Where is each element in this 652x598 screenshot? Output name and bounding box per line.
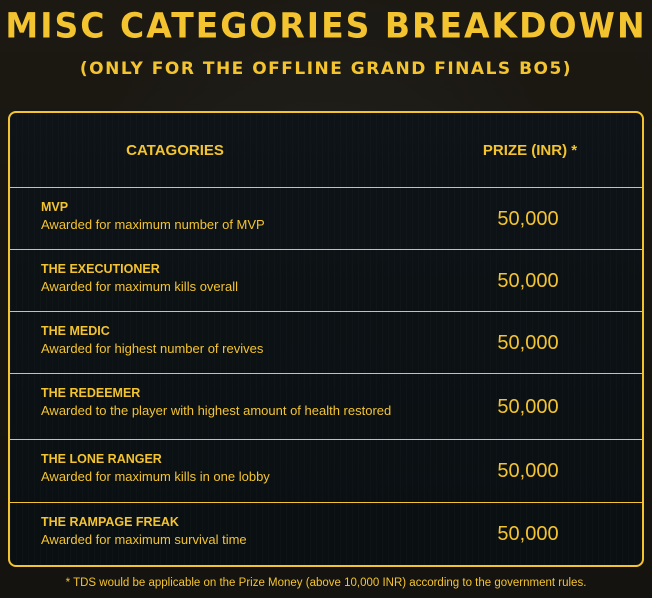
category-description: Awarded to the player with highest amount of health restored (41, 403, 392, 418)
category-description: Awarded for maximum kills in one lobby (41, 469, 270, 484)
category-description: Awarded for maximum survival time (41, 532, 247, 547)
category-prize: 50,000 (497, 396, 559, 418)
category-prize: 50,000 (497, 270, 559, 292)
column-header-prize: PRIZE (INR) * (482, 142, 578, 159)
page-title: MISC CATEGORIES BREAKDOWN (5, 5, 647, 46)
category-name: MVP (41, 200, 69, 214)
page-subtitle: (ONLY FOR THE OFFLINE GRAND FINALS BO5) (79, 59, 573, 79)
table-header (10, 113, 642, 188)
table-row (10, 312, 642, 374)
category-name: THE EXECUTIONER (41, 262, 160, 276)
category-prize: 50,000 (497, 332, 559, 354)
category-name: THE LONE RANGER (41, 452, 162, 466)
category-name: THE REDEEMER (41, 386, 141, 400)
category-description: Awarded for highest number of revives (41, 341, 264, 356)
category-prize: 50,000 (497, 208, 559, 230)
table-row (10, 440, 642, 503)
table-row (10, 374, 642, 440)
table-row (10, 503, 642, 565)
column-header-categories: CATAGORIES (126, 142, 224, 159)
prize-table (8, 111, 644, 567)
category-name: THE MEDIC (41, 324, 110, 338)
category-description: Awarded for maximum number of MVP (41, 217, 265, 232)
tds-footnote: * TDS would be applicable on the Prize Money (above 10,000 INR) according to the government rules. (65, 577, 587, 589)
category-name: THE RAMPAGE FREAK (41, 515, 179, 529)
table-row (10, 188, 642, 250)
category-description: Awarded for maximum kills overall (41, 279, 238, 294)
category-prize: 50,000 (497, 523, 559, 545)
category-prize: 50,000 (497, 460, 559, 482)
table-row (10, 250, 642, 312)
